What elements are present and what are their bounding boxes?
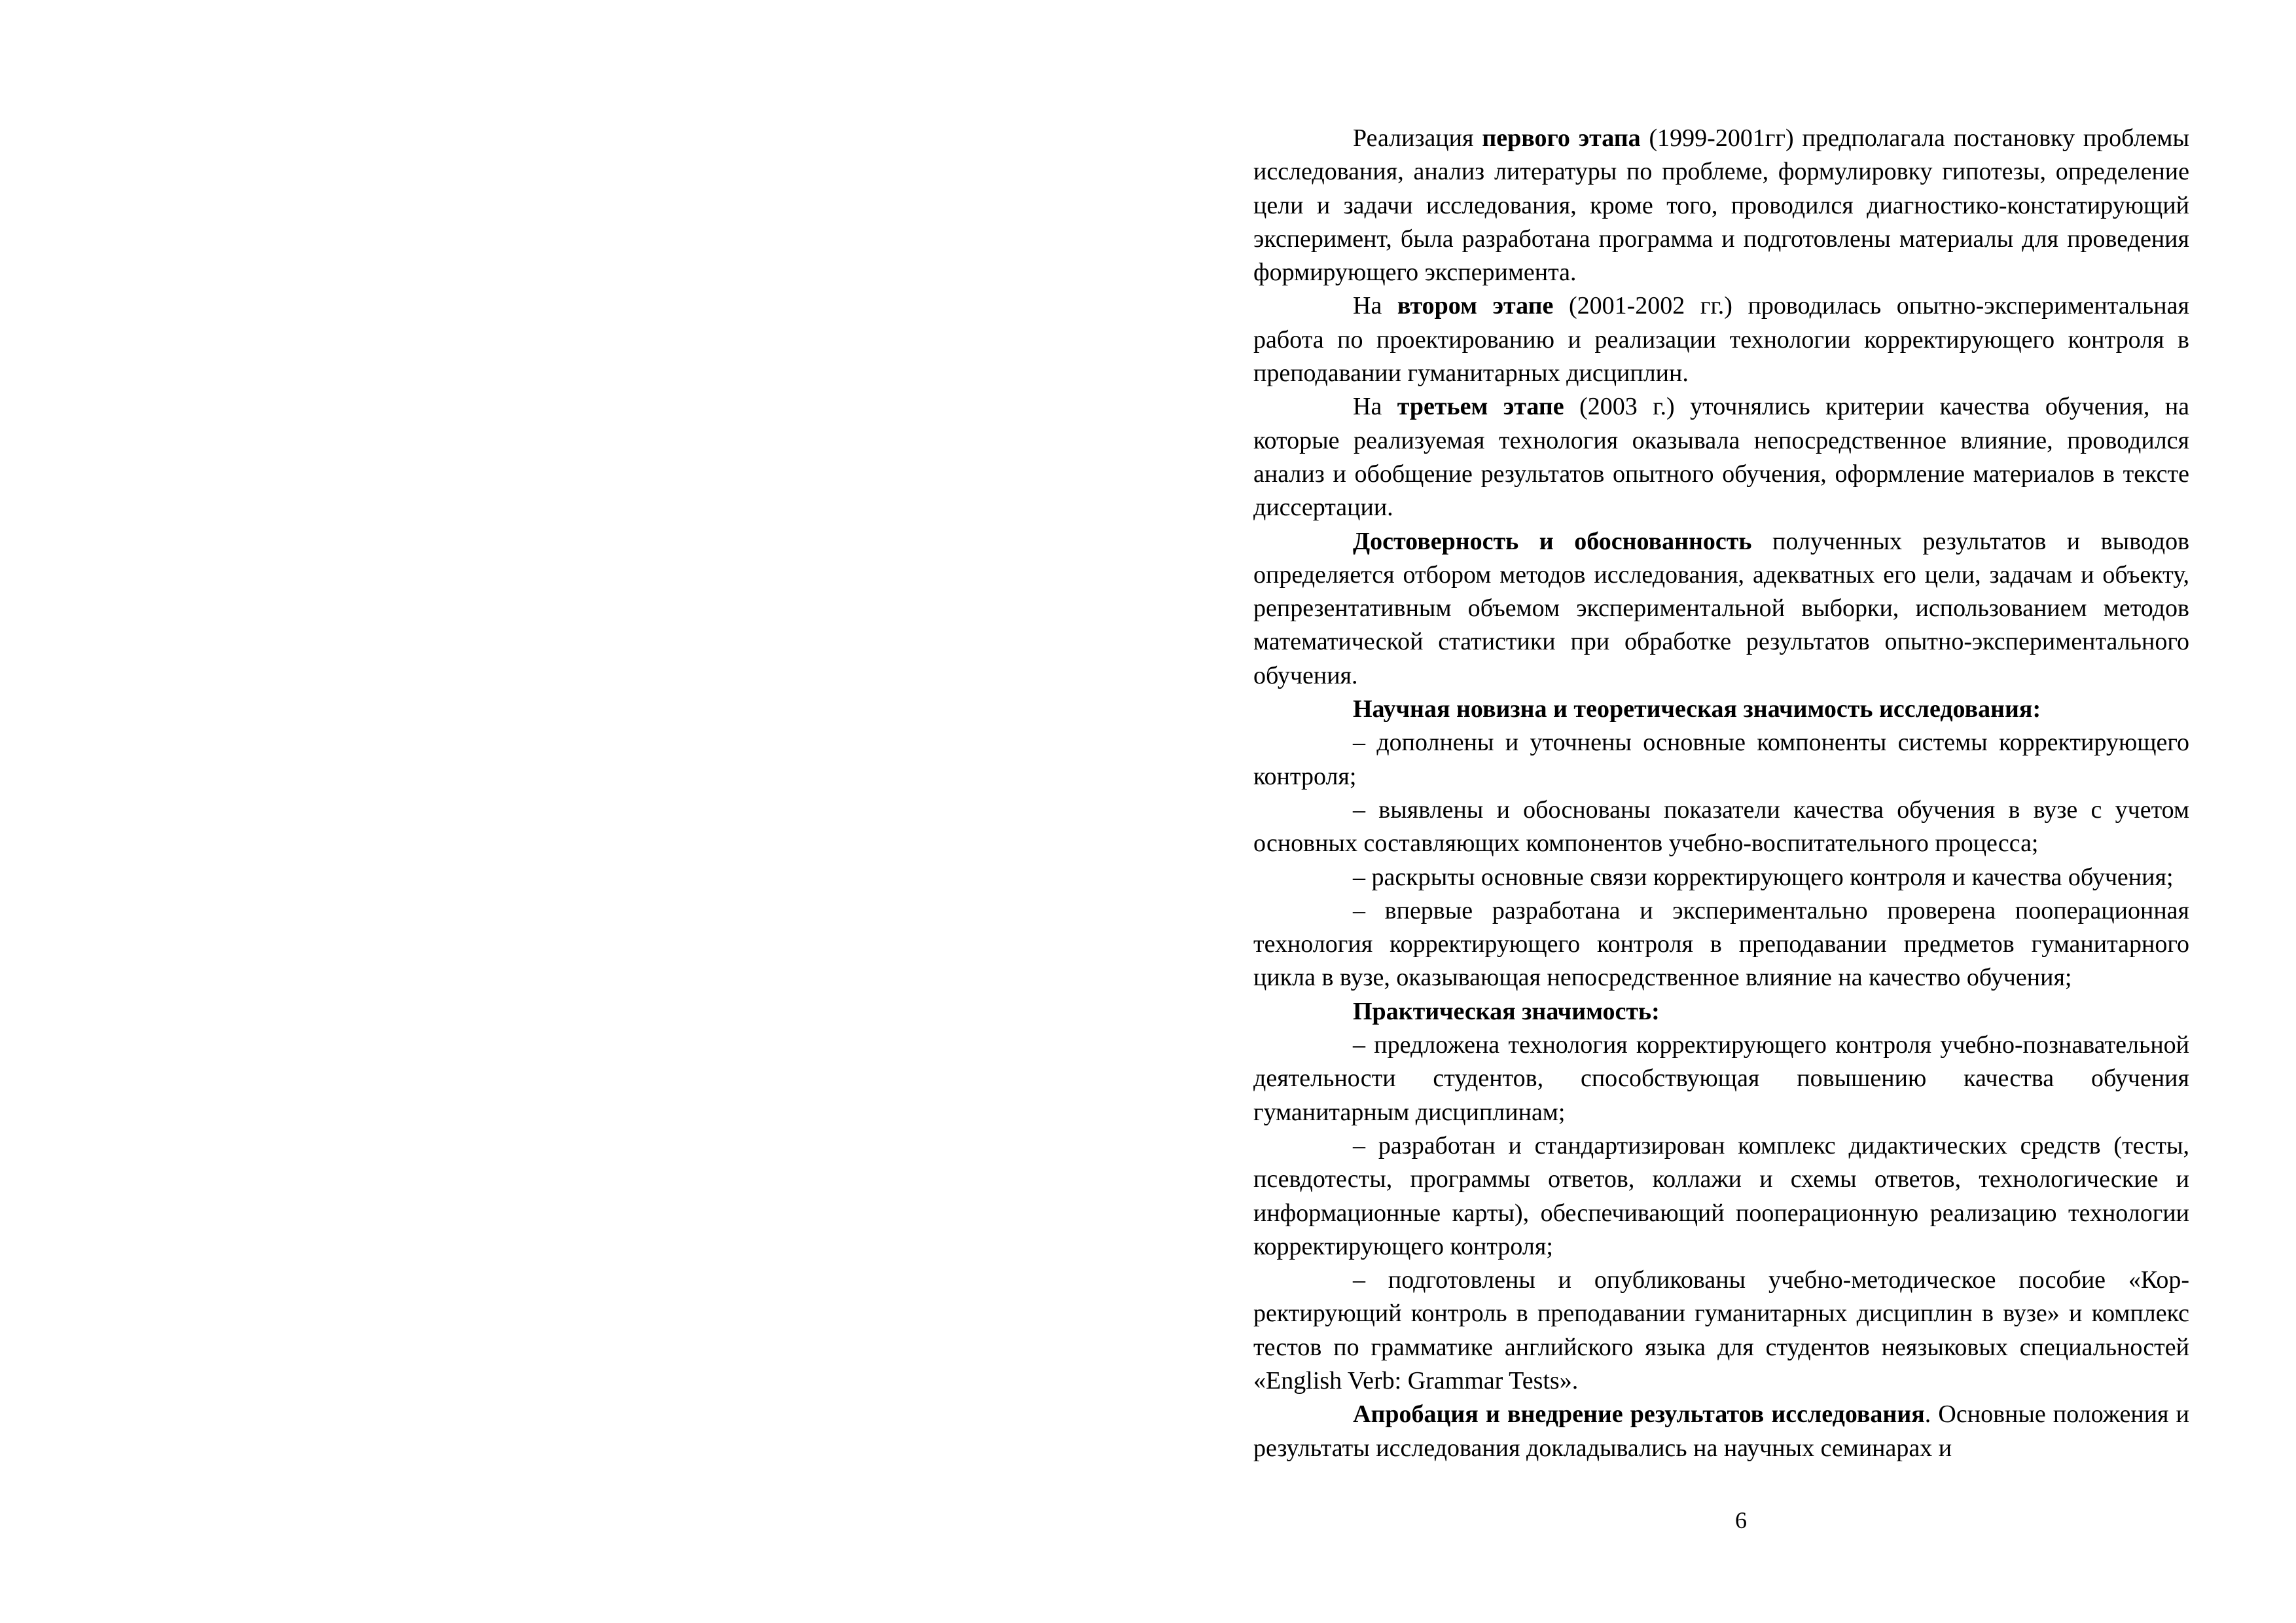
paragraph-approbation: Апробация и внедрение результатов исследования. Основные положения и результаты исследования докладывались на научных семинарах и: [1253, 1400, 2189, 1462]
heading-practical-significance: Практическая значимость:: [1353, 997, 1660, 1025]
list-item-practical-2: – разработан и стандартизирован комплекс дидактических средств (тесты, псевдотесты, программы ответов, коллажи и схемы ответов, технологические и информационные карты), обеспечивающий пооперационную реализацию технологии корректирующего контроля;: [1253, 1131, 2189, 1260]
list-item-practical-1: – предложена технология корректирующего контроля учебно-познавательной деятельности студентов, способствующая повышению качества обучения гуманитарным дисциплинам;: [1253, 1031, 2189, 1126]
page-number: 6: [1735, 1507, 1747, 1533]
paragraph-first-stage: Реализация первого этапа (1999-2001гг) предполагала постановку проблемы исследования, анализ литературы по проблеме, формулировку гипотезы, определение цели и задачи исследования, кроме того, проводился диагностико-констатирующий эксперимент, была разработана программа и подготовлены материалы для проведения формирующего эксперимента.: [1253, 124, 2189, 287]
right-page-text: [1253, 122, 2189, 1529]
paragraph-reliability: Достоверность и обоснованность полученных результатов и выводов определяется отбором методов исследования, адекватных его цели, задачам и объекту, репрезентативным объемом экспериментальной выборки, использованием методов математической статистики при обработке результатов опытно-экспериментального обучения.: [1253, 527, 2190, 689]
list-item-novelty-4: – впервые разработана и экспериментально проверена пооперационная технология корректирующего контроля в преподавании предметов гуманитарного цикла в вузе, оказывающая непосредственное влияние на качество обучения;: [1253, 896, 2189, 992]
paragraph-second-stage: На втором этапе (2001-2002 гг.) проводилась опытно-экспериментальная работа по проектированию и реализации технологии корректирующего контроля в преподавании гуманитарных дисциплин.: [1253, 292, 2189, 388]
list-item-novelty-1: – дополнены и уточнены основные компоненты системы корректирующего контроля;: [1253, 729, 2189, 790]
heading-scientific-novelty: Научная новизна и теоретическая значимость исследования:: [1353, 695, 2041, 723]
paragraph-third-stage: На третьем этапе (2003 г.) уточнялись критерии качества обучения, на которые реализуемая технология оказывала непосредственное влияние, проводился анализ и обобщение результатов опытного обучения, оформление материалов в тексте диссертации.: [1253, 393, 2190, 522]
list-item-novelty-3: – раскрыты основные связи корректирующего контроля и качества обучения;: [1353, 863, 2174, 891]
list-item-practical-3: – подготовлены и опубликованы учебно-методическое пособие «Корректирующий контроль в преподавании гуманитарных дисциплин в вузе» и комплекс тестов по грамматике английского языка для студентов неязыковых специальностей «English Verb: Grammar Tests».: [1253, 1266, 2189, 1395]
list-item-novelty-2: – выявлены и обоснованы показатели качества обучения в вузе с учетом основных составляющих компонентов учебно-воспитательного процесса;: [1253, 795, 2189, 858]
